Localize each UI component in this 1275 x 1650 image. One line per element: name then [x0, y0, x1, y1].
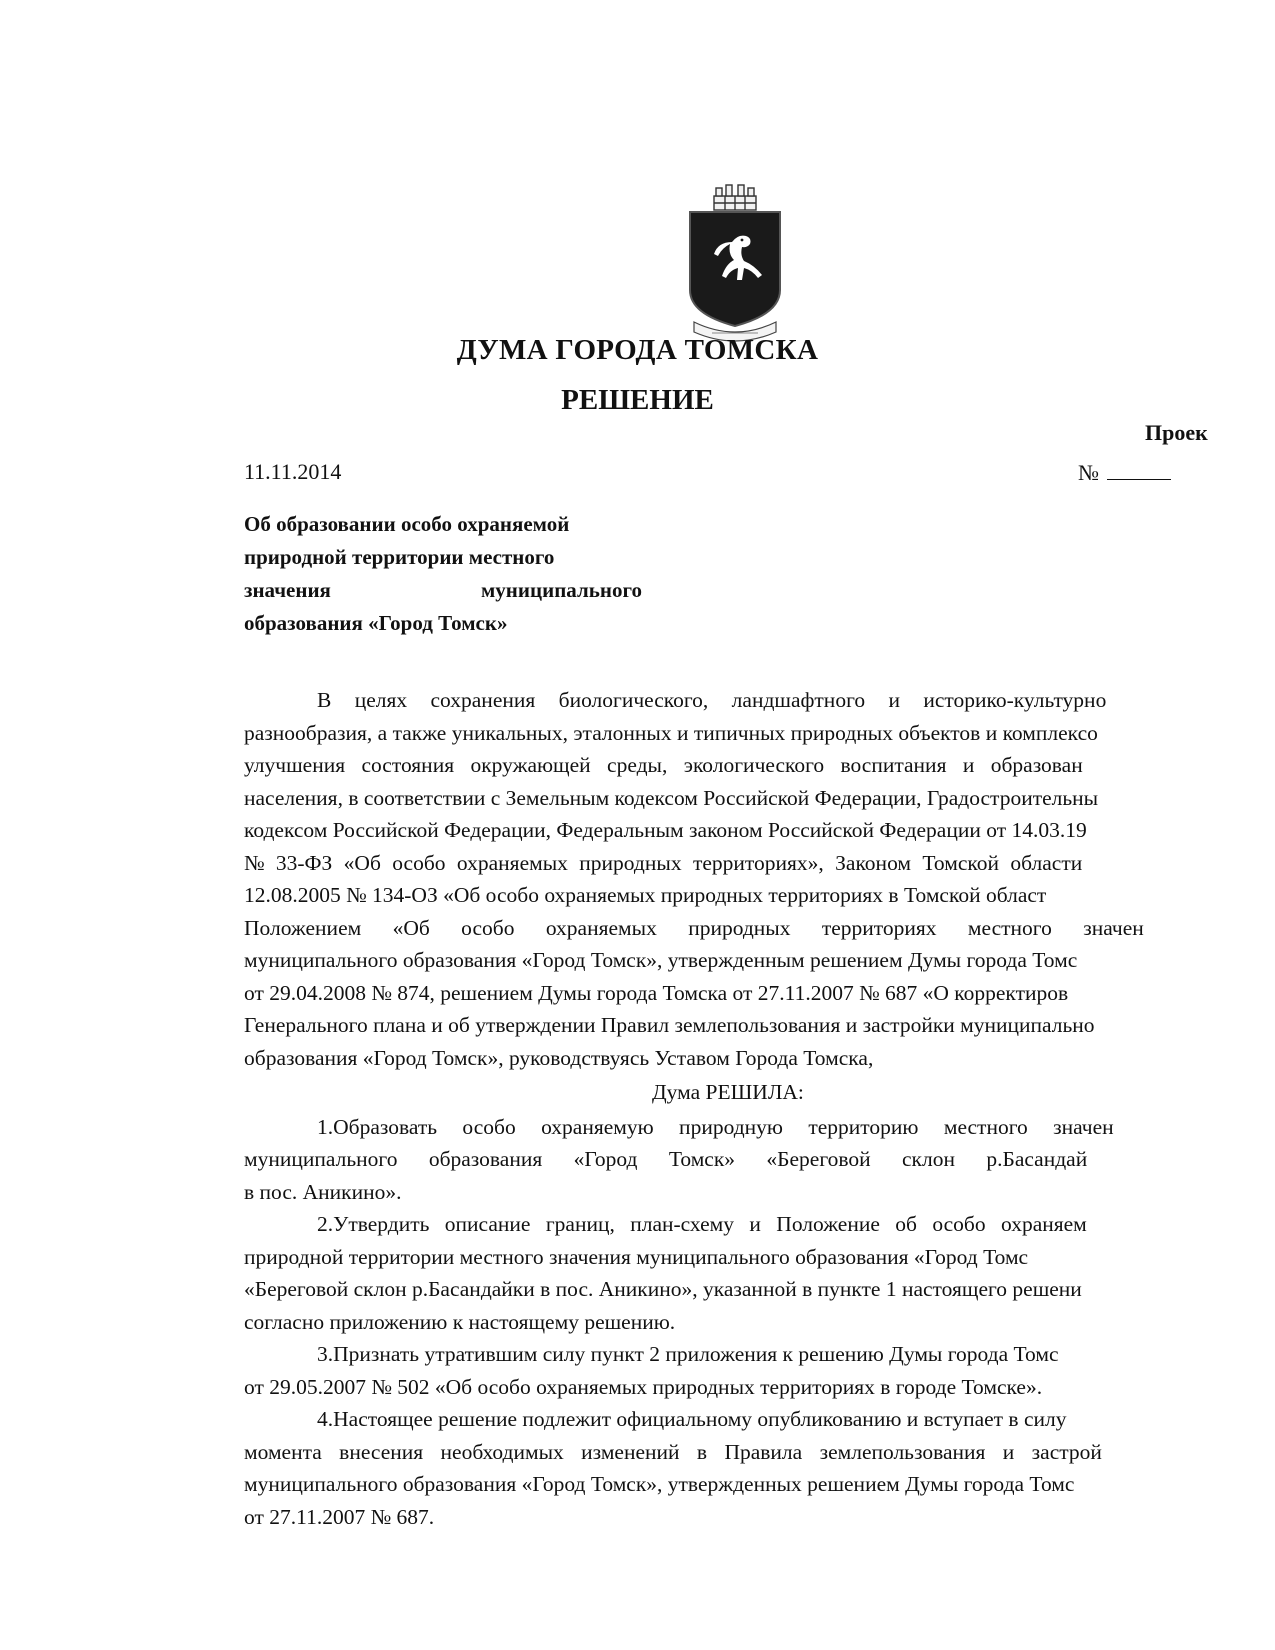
item-line: 1.Образовать особо охраняемую природную территорию местного значен — [317, 1114, 1114, 1139]
preamble-line: от 29.04.2008 № 874, решением Думы города Томска от 27.11.2007 № 687 «О корректиров — [244, 980, 1069, 1005]
document-number — [1078, 459, 1171, 486]
preamble-line: населения, в соответствии с Земельным кодексом Российской Федерации, Градостроительны — [244, 785, 1099, 810]
resolved-heading: Дума РЕШИЛА: — [652, 1080, 804, 1104]
preamble-line: № 33-ФЗ «Об особо охраняемых природных территориях», Законом Томской области — [244, 850, 1083, 875]
preamble-line: образования «Город Томск», руководствуясь Уставом Города Томска, — [244, 1045, 874, 1070]
item-line: от 29.05.2007 № 502 «Об особо охраняемых природных территориях в городе Томске». — [244, 1374, 1043, 1399]
preamble-line: муниципального образования «Город Томск», утвержденным решением Думы города Томс — [244, 948, 1078, 972]
number-label: № — [1078, 460, 1099, 485]
document-type: РЕШЕНИЕ — [561, 384, 714, 416]
decision-item — [244, 1111, 1275, 1209]
preamble-line: В целях сохранения биологического, ландшафтного и историко-культурно — [317, 688, 1107, 712]
item-line: согласно приложению к настоящему решению. — [244, 1309, 676, 1334]
item-line: момента внесения необходимых изменений в Правила землепользования и застрой — [244, 1439, 1102, 1464]
item-line: в пос. Аникино». — [244, 1179, 402, 1204]
preamble-line: кодексом Российской Федерации, Федеральным законом Российской Федерации от 14.03.19 — [244, 818, 1087, 842]
preamble — [244, 684, 1275, 1074]
preamble-line: улучшения состояния окружающей среды, экологического воспитания и образован — [244, 753, 1083, 777]
decision-item — [244, 1338, 1275, 1403]
preamble-line: Генерального плана и об утверждении Правил землепользования и застройки муниципально — [244, 1013, 1095, 1037]
item-line: 3.Признать утратившим силу пункт 2 приложения к решению Думы города Томс — [317, 1342, 1059, 1366]
subject-line: природной территории местного — [244, 545, 555, 569]
number-blank — [1107, 459, 1171, 480]
organization-title: ДУМА ГОРОДА ТОМСКА — [456, 334, 819, 366]
item-line: от 27.11.2007 № 687. — [244, 1504, 435, 1529]
project-label: Проек — [1145, 420, 1208, 445]
subject-line: образования «Город Томск» — [244, 611, 508, 635]
tomsk-coat-of-arms-icon — [682, 182, 788, 348]
document-date: 11.11.2014 — [244, 459, 342, 484]
item-line: 4.Настоящее решение подлежит официальному опубликованию и вступает в силу — [317, 1407, 1067, 1431]
decision-item — [244, 1403, 1275, 1533]
item-line: «Береговой склон р.Басандайки в пос. Аникино», указанной в пункте 1 настоящего решени — [244, 1277, 1082, 1301]
coat-of-arms — [682, 182, 788, 348]
document-body — [244, 684, 1275, 1533]
item-line: муниципального образования «Город Томск» «Береговой склон р.Басандай — [244, 1147, 1088, 1171]
item-line: 2.Утвердить описание границ, план-схему и Положение об особо охраняем — [317, 1212, 1087, 1236]
decision-item — [244, 1208, 1275, 1338]
subject-line: Об образовании особо охраняемой — [244, 512, 570, 536]
preamble-line: 12.08.2005 № 134-ОЗ «Об особо охраняемых природных территориях в Томской област — [244, 883, 1047, 907]
document-subject — [244, 508, 642, 640]
preamble-line: разнообразия, а также уникальных, эталонных и типичных природных объектов и комплексо — [244, 720, 1098, 745]
item-line: муниципального образования «Город Томск», утвержденных решением Думы города Томс — [244, 1472, 1075, 1496]
preamble-line: Положением «Об особо охраняемых природных территориях местного значен — [244, 915, 1144, 940]
subject-line: значения муниципального — [244, 578, 642, 602]
item-line: природной территории местного значения муниципального образования «Город Томс — [244, 1244, 1029, 1269]
